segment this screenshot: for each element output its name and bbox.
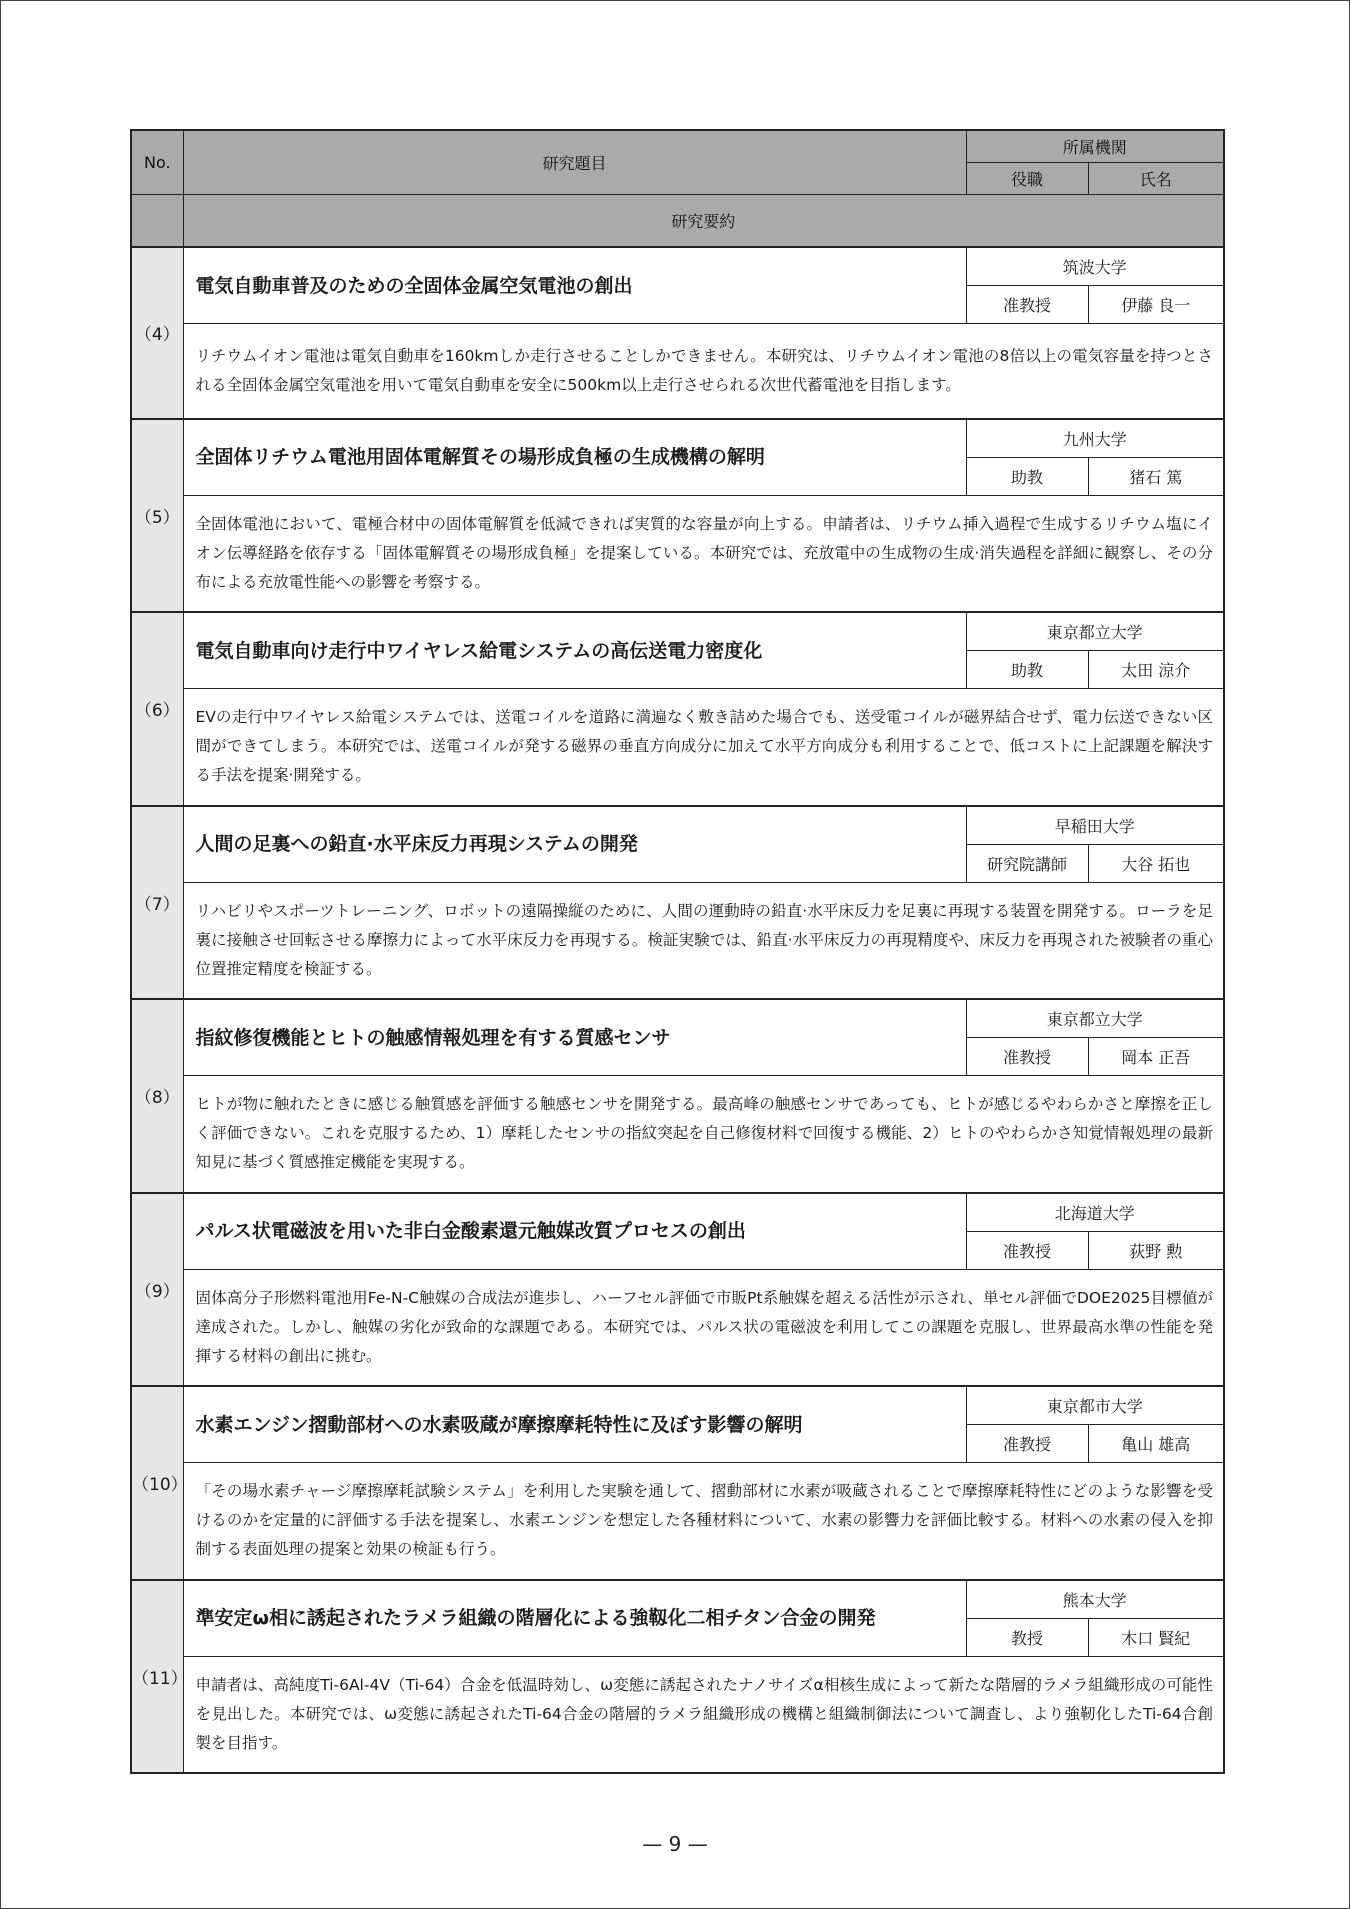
research-row [131,247,1224,286]
row-number: （5） [131,419,183,613]
header-no: No. [131,130,183,195]
header-name: 氏名 [1088,163,1224,195]
header-summary: 研究要約 [183,195,1224,248]
institution: 北海道大学 [966,1193,1224,1232]
research-title: 人間の足裏への鉛直·水平床反力再現システムの開発 [183,806,966,883]
research-row [131,806,1224,845]
researcher-name: 大谷 拓也 [1088,844,1224,882]
header-title: 研究題目 [183,130,966,195]
researcher-name: 伊藤 良一 [1088,286,1224,324]
research-summary: 申請者は、高純度Ti-6Al-4V（Ti-64）合金を低温時効し、ω変態に誘起されたナノサイズα相核生成によって新たな階層的ラメラ組織形成の可能性を見出した。本研究では、ω変態に誘起されたTi-64合金の階層的ラメラ組織形成の機構と組織制御法について調査し、より強靭化したTi-64合創製を目指す。 [183,1656,1224,1773]
position: 准教授 [966,1231,1088,1269]
researcher-name: 猪石 篤 [1088,457,1224,495]
institution: 東京都立大学 [966,999,1224,1038]
header-role: 役職 [966,163,1088,195]
research-title: パルス状電磁波を用いた非白金酸素還元触媒改質プロセスの創出 [183,1193,966,1270]
row-number: （11） [131,1580,183,1774]
institution: 筑波大学 [966,247,1224,286]
researcher-name: 荻野 勲 [1088,1231,1224,1269]
research-title: 全固体リチウム電池用固体電解質その場形成負極の生成機構の解明 [183,419,966,496]
research-row [131,419,1224,458]
institution: 東京都立大学 [966,612,1224,651]
research-row [131,1580,1224,1619]
research-row [131,1386,1224,1425]
researcher-name: 太田 涼介 [1088,651,1224,689]
row-number: （10） [131,1386,183,1580]
research-title: 電気自動車普及のための全固体金属空気電池の創出 [183,247,966,324]
research-title: 水素エンジン摺動部材への水素吸蔵が摩擦摩耗特性に及ぼす影響の解明 [183,1386,966,1463]
researcher-name: 亀山 雄高 [1088,1425,1224,1463]
position: 助教 [966,457,1088,495]
position: 准教授 [966,1038,1088,1076]
research-summary: リチウムイオン電池は電気自動車を160kmしか走行させることしかできません。本研究は、リチウムイオン電池の8倍以上の電気容量を持つとされる全固体金属空気電池を用いて電気自動車を安全に500km以上走行させられる次世代蓄電池を目指します。 [183,324,1224,419]
position: 助教 [966,651,1088,689]
row-number: （6） [131,612,183,806]
research-title: 指紋修復機能とヒトの触感情報処理を有する質感センサ [183,999,966,1076]
header-institution: 所属機関 [966,130,1224,163]
position: 准教授 [966,286,1088,324]
institution: 九州大学 [966,419,1224,458]
institution: 熊本大学 [966,1580,1224,1619]
research-summary: 「その場水素チャージ摩擦摩耗試験システム」を利用した実験を通して、摺動部材に水素が吸蔵されることで摩擦摩耗特性にどのような影響を受けるのかを定量的に評価する手法を提案し、水素エンジンを想定した各種材料について、水素の影響力を評価比較する。材料への水素の侵入を抑制する表面処理の提案と効果の検証も行う。 [183,1463,1224,1580]
research-summary: 全固体電池において、電極合材中の固体電解質を低減できれば実質的な容量が向上する。申請者は、リチウム挿入過程で生成するリチウム塩にイオン伝導経路を依存する「固体電解質その場形成負極」を提案している。本研究では、充放電中の生成物の生成·消失過程を詳細に観察し、その分布による充放電性能への影響を考察する。 [183,495,1224,612]
position: 准教授 [966,1425,1088,1463]
research-row [131,999,1224,1038]
row-number: （8） [131,999,183,1193]
researcher-name: 岡本 正吾 [1088,1038,1224,1076]
position: 研究院講師 [966,844,1088,882]
research-summary: リハビリやスポーツトレーニング、ロボットの遠隔操縦のために、人間の運動時の鉛直·水平床反力を足裏に再現する装置を開発する。ローラを足裏に接触させ回転させる摩擦力によって水平床反力を再現する。検証実験では、鉛直·水平床反力の再現精度や、床反力を再現された被験者の重心位置推定精度を検証する。 [183,882,1224,999]
institution: 早稲田大学 [966,806,1224,845]
research-row [131,1193,1224,1232]
row-number: （9） [131,1193,183,1387]
research-grants-table [130,129,1225,1774]
research-summary: 固体高分子形燃料電池用Fe-N-C触媒の合成法が進歩し、ハーフセル評価で市販Pt系触媒を超える活性が示され、単セル評価でDOE2025目標値が達成された。しかし、触媒の劣化が致命的な課題である。本研究では、パルス状の電磁波を利用してこの課題を克服し、世界最高水準の性能を発揮する材料の創出に挑む。 [183,1269,1224,1386]
row-number: （7） [131,806,183,1000]
position: 教授 [966,1618,1088,1656]
institution: 東京都市大学 [966,1386,1224,1425]
researcher-name: 木口 賢紀 [1088,1618,1224,1656]
research-title: 電気自動車向け走行中ワイヤレス給電システムの高伝送電力密度化 [183,612,966,689]
row-number: （4） [131,247,183,419]
page-number: — 9 — [642,1832,708,1856]
header-no-continued [131,195,183,248]
research-row [131,612,1224,651]
research-summary: EVの走行中ワイヤレス給電システムでは、送電コイルを道路に満遍なく敷き詰めた場合でも、送受電コイルが磁界結合せず、電力伝送できない区間ができてしまう。本研究では、送電コイルが発する磁界の垂直方向成分に加えて水平方向成分も利用することで、低コストに上記課題を解決する手法を提案·開発する。 [183,689,1224,806]
research-title: 準安定ω相に誘起されたラメラ組織の階層化による強靱化二相チタン合金の開発 [183,1580,966,1657]
research-summary: ヒトが物に触れたときに感じる触質感を評価する触感センサを開発する。最高峰の触感センサであっても、ヒトが感じるやわらかさと摩擦を正しく評価できない。これを克服するため、1）摩耗したセンサの指紋突起を自己修復材料で回復する機能、2）ヒトのやわらかさ知覚情報処理の最新知見に基づく質感推定機能を実現する。 [183,1076,1224,1193]
